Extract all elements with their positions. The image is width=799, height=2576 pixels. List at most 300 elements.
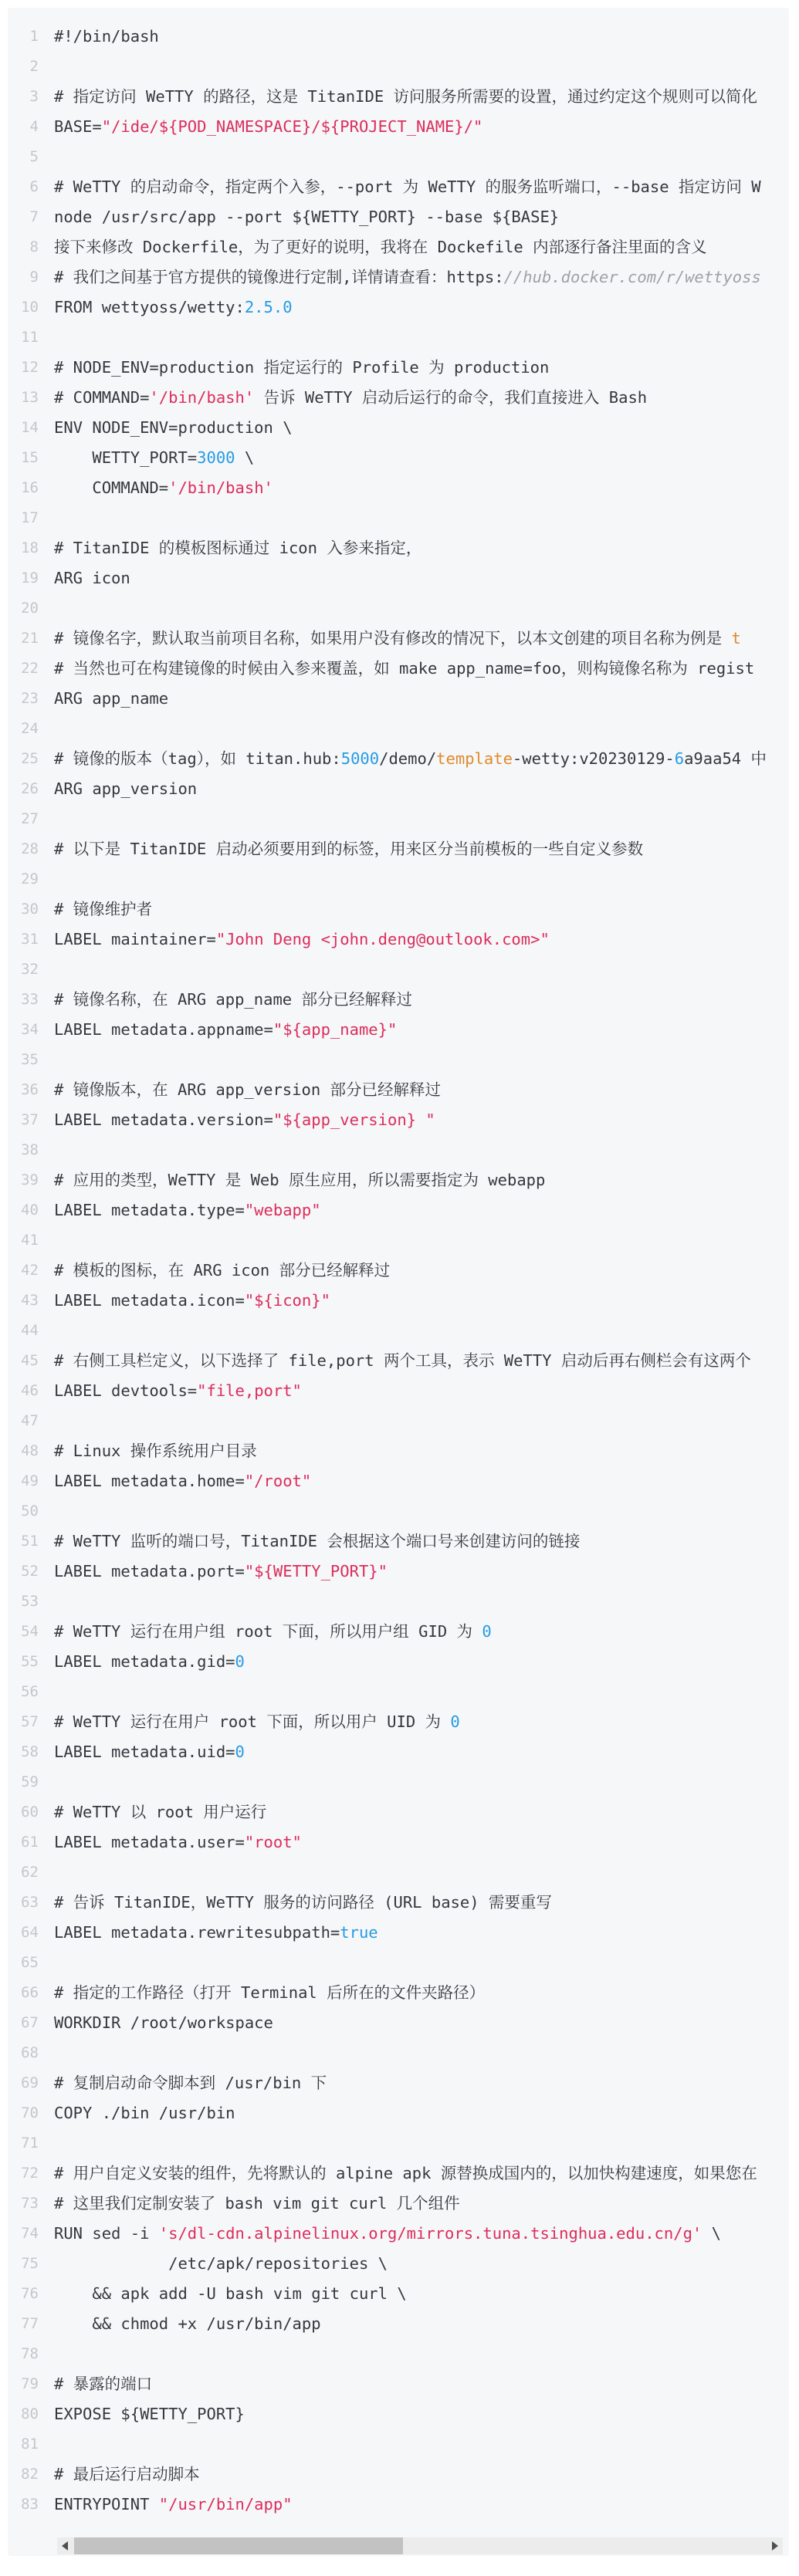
line-number: 1 [29, 28, 39, 45]
code-text [39, 172, 761, 202]
code-line [8, 172, 789, 202]
line-number: 7 [29, 208, 39, 225]
line-number: 5 [29, 148, 39, 165]
code-segment-plain: WORKDIR /root/workspace [54, 2013, 273, 2032]
code-segment-plain: # 指定访问 WeTTY 的路径，这是 TitanIDE 访问服务所需要的设置，通过约定这个规则可以简化 [54, 87, 757, 106]
line-number: 68 [21, 2044, 39, 2061]
code-text [39, 955, 54, 985]
code-line [8, 2459, 789, 2490]
code-text [39, 2098, 235, 2128]
code-segment-plain: a9aa54 中 [684, 749, 767, 768]
code-segment-plain: ARG app_name [54, 689, 169, 708]
code-line [8, 1587, 789, 1617]
code-text [39, 1286, 330, 1316]
code-segment-plain: && chmod +x /usr/bin/app [54, 2314, 321, 2333]
code-segment-string: "root" [244, 1833, 302, 1851]
code-segment-plain: 告诉 WeTTY 启动后运行的命令，我们直接进入 Bash [254, 388, 648, 407]
code-segment-string: "/usr/bin/app" [158, 2495, 293, 2513]
code-line [8, 533, 789, 563]
line-number: 4 [29, 118, 39, 135]
code-text [39, 2399, 245, 2429]
code-text [39, 1195, 321, 1225]
code-line [8, 1767, 789, 1797]
code-line [8, 1526, 789, 1557]
code-segment-string: "webapp" [244, 1201, 321, 1219]
code-text [39, 2490, 293, 2520]
code-segment-plain: LABEL metadata.rewritesubpath= [54, 1923, 340, 1942]
code-line [8, 1647, 789, 1677]
code-line [8, 1707, 789, 1737]
line-number: 21 [21, 630, 39, 647]
code-text [39, 202, 559, 232]
code-segment-plain: # NODE_ENV=production 指定运行的 Profile 为 production [54, 358, 550, 377]
line-number: 16 [21, 479, 39, 496]
code-line [8, 955, 789, 985]
code-segment-plain: LABEL metadata.appname= [54, 1020, 273, 1039]
line-number: 50 [21, 1503, 39, 1520]
code-line [8, 1677, 789, 1707]
line-number: 6 [29, 178, 39, 195]
code-segment-plain: # WeTTY 的启动命令，指定两个入参，--port 为 WeTTY 的服务监听端口，--base 指定访问 W [54, 177, 761, 196]
line-number: 52 [21, 1563, 39, 1580]
code-segment-plain: LABEL metadata.port= [54, 1562, 245, 1580]
line-number: 64 [21, 1924, 39, 1941]
code-segment-number: 0 [450, 1712, 460, 1731]
code-segment-number: 2.5.0 [244, 298, 293, 316]
line-number: 33 [21, 991, 39, 1008]
code-line [8, 1888, 789, 1918]
line-number: 79 [21, 2375, 39, 2392]
code-line [8, 443, 789, 473]
scroll-right-arrow-icon[interactable] [772, 2541, 778, 2551]
code-line [8, 834, 789, 864]
code-line [8, 1316, 789, 1346]
line-number: 56 [21, 1683, 39, 1700]
code-text [39, 1075, 441, 1105]
code-line [8, 142, 789, 172]
code-text [39, 2279, 407, 2309]
code-text [39, 684, 168, 714]
code-line [8, 292, 789, 323]
line-number: 38 [21, 1141, 39, 1158]
code-segment-string: '/bin/bash' [168, 478, 273, 497]
code-line [8, 2369, 789, 2399]
code-text [39, 2369, 152, 2399]
line-number: 54 [21, 1623, 39, 1640]
code-line [8, 1376, 789, 1406]
code-segment-number: 0 [482, 1622, 492, 1641]
code-line [8, 1406, 789, 1436]
code-line [8, 473, 789, 503]
code-segment-plain: \ [235, 448, 255, 467]
line-number: 30 [21, 901, 39, 918]
line-number: 71 [21, 2135, 39, 2152]
code-line [8, 1105, 789, 1135]
code-text [39, 1376, 302, 1406]
code-line [8, 2490, 789, 2520]
code-line [8, 563, 789, 593]
line-number: 39 [21, 1171, 39, 1188]
code-segment-plain: LABEL metadata.user= [54, 1833, 245, 1851]
line-number: 74 [21, 2225, 39, 2242]
line-number: 20 [21, 600, 39, 617]
line-number: 59 [21, 1773, 39, 1790]
line-number: 45 [21, 1352, 39, 1369]
code-segment-url: //hub.docker.com/r/wettyoss [503, 268, 761, 286]
line-number: 49 [21, 1472, 39, 1489]
line-number: 2 [29, 58, 39, 75]
code-line [8, 503, 789, 533]
line-number: 67 [21, 2014, 39, 2031]
line-number: 31 [21, 931, 39, 948]
code-segment-plain: # WeTTY 以 root 用户运行 [54, 1803, 267, 1821]
code-segment-plain: # WeTTY 运行在用户 root 下面，所以用户 UID 为 [54, 1712, 451, 1731]
line-number: 27 [21, 810, 39, 827]
scrollbar-thumb[interactable] [74, 2537, 403, 2554]
line-number: 57 [21, 1713, 39, 1730]
code-segment-plain: # 用户自定义安装的组件，先将默认的 alpine apk 源替换成国内的，以加快构建速度，如果您在 [54, 2164, 757, 2182]
code-segment-string: "${app_version} " [273, 1111, 435, 1129]
code-segment-plain: # TitanIDE 的模板图标通过 icon 入参来指定， [54, 539, 422, 557]
code-segment-plain: ARG icon [54, 569, 130, 587]
code-segment-plain: # 镜像名字，默认取当前项目名称，如果用户没有修改的情况下，以本文创建的项目名称为例是 [54, 629, 732, 647]
code-segment-number: 3000 [197, 448, 235, 467]
line-number: 37 [21, 1111, 39, 1128]
line-number: 51 [21, 1533, 39, 1550]
scroll-left-arrow-icon[interactable] [62, 2541, 68, 2551]
code-line [8, 1978, 789, 2008]
code-line [8, 1557, 789, 1587]
line-number: 36 [21, 1081, 39, 1098]
line-number: 81 [21, 2436, 39, 2453]
line-number: 18 [21, 539, 39, 556]
code-text [39, 112, 482, 142]
code-line [8, 1858, 789, 1888]
line-number: 70 [21, 2104, 39, 2121]
code-line [8, 774, 789, 804]
line-number: 62 [21, 1864, 39, 1881]
code-segment-orange: t [731, 629, 741, 647]
code-line [8, 1436, 789, 1466]
code-text [39, 1767, 54, 1797]
line-number: 61 [21, 1834, 39, 1851]
code-text [39, 1105, 435, 1135]
line-number: 65 [21, 1954, 39, 1971]
line-number: 12 [21, 359, 39, 376]
code-segment-plain: /demo/ [379, 749, 437, 768]
code-text [39, 1135, 54, 1165]
code-line [8, 804, 789, 834]
code-line [8, 2038, 789, 2068]
code-segment-plain: # 最后运行启动脚本 [54, 2465, 200, 2483]
code-segment-plain: 接下来修改 Dockerfile，为了更好的说明，我将在 Dockefile 内部逐行备注里面的含义 [54, 238, 707, 256]
code-segment-plain: COMMAND= [54, 478, 169, 497]
code-segment-string: "/ide/${POD_NAMESPACE}/${PROJECT_NAME}/" [101, 117, 483, 136]
code-text [39, 894, 152, 925]
code-segment-string: "${app_name}" [273, 1020, 398, 1039]
line-number: 53 [21, 1593, 39, 1610]
code-line [8, 1015, 789, 1045]
code-text [39, 985, 412, 1015]
code-line [8, 2429, 789, 2459]
line-number: 42 [21, 1262, 39, 1279]
code-text [39, 864, 54, 894]
code-text [39, 1225, 54, 1256]
line-number: 34 [21, 1021, 39, 1038]
line-number: 3 [29, 88, 39, 105]
code-line [8, 1496, 789, 1526]
code-line [8, 985, 789, 1015]
line-number: 55 [21, 1653, 39, 1670]
line-number: 17 [21, 509, 39, 526]
code-segment-plain: COPY ./bin /usr/bin [54, 2104, 235, 2122]
code-line [8, 1135, 789, 1165]
code-text [39, 1406, 54, 1436]
code-text [39, 563, 130, 593]
code-line [8, 714, 789, 744]
code-segment-plain: FROM wettyoss/wetty: [54, 298, 245, 316]
code-text [39, 2128, 54, 2158]
line-number: 32 [21, 961, 39, 978]
code-text [39, 2339, 54, 2369]
line-number: 73 [21, 2195, 39, 2212]
code-segment-plain: ENTRYPOINT [54, 2495, 159, 2513]
code-line [8, 744, 789, 774]
code-line [8, 353, 789, 383]
line-number: 13 [21, 389, 39, 406]
code-segment-plain: # 当然也可在构建镜像的时候由入参来覆盖，如 make app_name=foo，则构镜像名称为 regist [54, 659, 755, 678]
code-line [8, 52, 789, 82]
code-segment-number: 0 [235, 1652, 245, 1671]
code-line [8, 593, 789, 624]
code-segment-plain: # 模板的图标，在 ARG icon 部分已经解释过 [54, 1261, 391, 1280]
code-line [8, 2189, 789, 2219]
line-number: 78 [21, 2345, 39, 2362]
code-line [8, 413, 789, 443]
code-segment-string: "${icon}" [244, 1291, 330, 1310]
line-number: 35 [21, 1051, 39, 1068]
line-number: 11 [21, 329, 39, 346]
code-segment-plain: ENV NODE_ENV=production \ [54, 418, 293, 437]
code-segment-plain: # 镜像名称，在 ARG app_name 部分已经解释过 [54, 990, 412, 1009]
line-number: 48 [21, 1442, 39, 1459]
code-line [8, 1797, 789, 1827]
code-text [39, 1526, 580, 1557]
code-segment-plain: # 镜像版本，在 ARG app_version 部分已经解释过 [54, 1080, 441, 1099]
code-text [39, 1827, 302, 1858]
code-line [8, 1827, 789, 1858]
code-text [39, 1346, 751, 1376]
code-line [8, 2309, 789, 2339]
code-segment-string: "John Deng <john.deng@outlook.com>" [215, 930, 550, 948]
code-text [39, 503, 54, 533]
code-line [8, 2068, 789, 2098]
code-text [39, 443, 254, 473]
code-line [8, 864, 789, 894]
code-text [39, 774, 197, 804]
code-line [8, 2008, 789, 2038]
line-number: 83 [21, 2496, 39, 2513]
code-line [8, 2279, 789, 2309]
code-segment-string: "${WETTY_PORT}" [244, 1562, 388, 1580]
code-text [39, 1858, 54, 1888]
code-segment-plain: # COMMAND= [54, 388, 150, 407]
code-segment-plain: /etc/apk/repositories \ [54, 2254, 388, 2273]
code-text [39, 744, 767, 774]
line-number: 41 [21, 1232, 39, 1249]
code-line [8, 383, 789, 413]
code-segment-plain: WETTY_PORT= [54, 448, 198, 467]
line-number: 29 [21, 870, 39, 887]
code-segment-plain: # 复制启动命令脚本到 /usr/bin 下 [54, 2074, 327, 2092]
code-lines [8, 8, 789, 2520]
code-line [8, 22, 789, 52]
code-text [39, 413, 293, 443]
code-line [8, 1256, 789, 1286]
code-text [39, 2429, 54, 2459]
code-line [8, 2219, 789, 2249]
line-number: 28 [21, 840, 39, 857]
code-text [39, 323, 54, 353]
code-segment-plain: # 指定的工作路径（打开 Terminal 后所在的文件夹路径） [54, 1983, 486, 2002]
code-segment-plain: # WeTTY 监听的端口号，TitanIDE 会根据这个端口号来创建访问的链接 [54, 1532, 581, 1550]
code-segment-string: "file,port" [197, 1381, 302, 1400]
line-number: 15 [21, 449, 39, 466]
code-line [8, 2339, 789, 2369]
code-line [8, 1466, 789, 1496]
code-text [39, 1948, 54, 1978]
code-segment-plain: # 镜像维护者 [54, 900, 153, 918]
code-segment-number: 5000 [340, 749, 380, 768]
code-text [39, 52, 54, 82]
code-segment-plain: node /usr/src/app --port ${WETTY_PORT} --base ${BASE} [54, 208, 560, 226]
code-segment-orange: template [436, 749, 513, 768]
code-line [8, 2399, 789, 2429]
line-number: 8 [29, 238, 39, 255]
code-segment-plain: # 右侧工具栏定义，以下选择了 file,port 两个工具，表示 WeTTY 启动后再右侧栏会有这两个 [54, 1351, 751, 1370]
code-text [39, 1316, 54, 1346]
code-line [8, 2098, 789, 2128]
code-segment-plain: # 这里我们定制安装了 bash vim git curl 几个组件 [54, 2194, 460, 2213]
code-text [39, 1918, 378, 1948]
code-segment-plain: EXPOSE ${WETTY_PORT} [54, 2405, 245, 2423]
code-line [8, 1165, 789, 1195]
code-text [39, 1737, 245, 1767]
line-number: 69 [21, 2074, 39, 2091]
code-line [8, 1737, 789, 1767]
code-text [39, 533, 422, 563]
line-number: 58 [21, 1743, 39, 1760]
code-segment-plain: LABEL devtools= [54, 1381, 198, 1400]
code-text [39, 714, 54, 744]
code-text [39, 1015, 397, 1045]
code-segment-plain: LABEL maintainer= [54, 930, 216, 948]
code-text [39, 2158, 757, 2189]
code-segment-string: "/root" [244, 1472, 312, 1490]
code-text [39, 1496, 54, 1526]
code-segment-number: 0 [235, 1743, 245, 1761]
code-segment-plain: # Linux 操作系统用户目录 [54, 1442, 257, 1460]
line-number: 22 [21, 660, 39, 677]
code-segment-string: '/bin/bash' [149, 388, 255, 407]
code-line [8, 654, 789, 684]
code-line [8, 1346, 789, 1376]
code-text [39, 1557, 388, 1587]
code-line [8, 894, 789, 925]
line-number: 60 [21, 1804, 39, 1820]
line-number: 46 [21, 1382, 39, 1399]
code-segment-plain: LABEL metadata.home= [54, 1472, 245, 1490]
code-segment-plain: # 我们之间基于官方提供的镜像进行定制,详情请查看：https: [54, 268, 504, 286]
code-segment-plain: ARG app_version [54, 779, 198, 798]
code-text [39, 82, 757, 112]
line-number: 80 [21, 2405, 39, 2422]
code-line [8, 1918, 789, 1948]
code-line [8, 232, 789, 262]
code-text [39, 292, 293, 323]
code-line [8, 1195, 789, 1225]
code-text [39, 1978, 485, 2008]
code-line [8, 2249, 789, 2279]
code-segment-plain: # 以下是 TitanIDE 启动必须要用到的标签，用来区分当前模板的一些自定义参数 [54, 840, 644, 858]
code-text [39, 654, 754, 684]
code-segment-plain: # 告诉 TitanIDE，WeTTY 服务的访问路径 (URL base) 需要重写 [54, 1893, 552, 1912]
code-segment-plain: # 镜像的版本（tag），如 titan.hub: [54, 749, 341, 768]
code-text [39, 383, 647, 413]
line-number: 26 [21, 780, 39, 797]
code-segment-number: true [340, 1923, 378, 1942]
code-line [8, 1286, 789, 1316]
code-text [39, 1587, 54, 1617]
code-text [39, 2459, 200, 2490]
code-text [39, 624, 741, 654]
code-text [39, 2038, 54, 2068]
code-line [8, 684, 789, 714]
code-text [39, 22, 159, 52]
line-number: 14 [21, 419, 39, 436]
code-text [39, 1888, 552, 1918]
code-segment-number: 6 [674, 749, 685, 768]
code-text [39, 804, 54, 834]
code-text [39, 1436, 257, 1466]
code-segment-plain: LABEL metadata.type= [54, 1201, 245, 1219]
code-text [39, 142, 54, 172]
line-number: 9 [29, 269, 39, 286]
code-segment-plain: BASE= [54, 117, 102, 136]
code-segment-plain: \ [702, 2224, 721, 2243]
code-text [39, 1045, 54, 1075]
code-segment-plain: # WeTTY 运行在用户组 root 下面，所以用户组 GID 为 [54, 1622, 482, 1641]
line-number: 40 [21, 1202, 39, 1219]
horizontal-scrollbar[interactable] [57, 2537, 783, 2554]
code-text [39, 1617, 492, 1647]
code-line [8, 1617, 789, 1647]
code-text [39, 2219, 721, 2249]
code-segment-plain: # 暴露的端口 [54, 2375, 153, 2393]
line-number: 76 [21, 2285, 39, 2302]
line-number: 24 [21, 720, 39, 737]
code-line [8, 202, 789, 232]
code-text [39, 1165, 545, 1195]
line-number: 43 [21, 1292, 39, 1309]
code-text [39, 1256, 390, 1286]
code-segment-string: 's/dl-cdn.alpinelinux.org/mirrors.tuna.tsinghua.edu.cn/g' [158, 2224, 703, 2243]
code-text [39, 353, 549, 383]
code-text [39, 2189, 460, 2219]
code-line [8, 1045, 789, 1075]
code-line [8, 2128, 789, 2158]
code-line [8, 624, 789, 654]
